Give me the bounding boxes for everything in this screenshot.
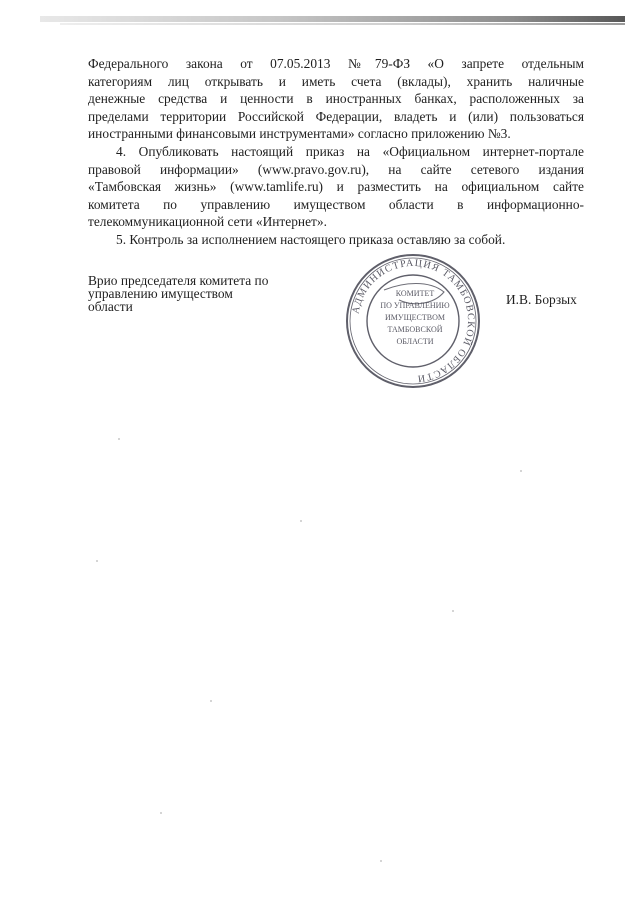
- text-line: комитета по управлению имуществом области в информационно-: [88, 196, 584, 212]
- paragraph-4: [88, 143, 584, 231]
- text-line: денежные средства и ценности в иностранных банках, расположенных за: [88, 91, 584, 107]
- paragraph-5: [88, 231, 584, 249]
- scan-edge-shadow-secondary: [60, 23, 625, 25]
- official-seal: [344, 252, 482, 390]
- signature-position-line: Врио председателя комитета по: [88, 273, 269, 288]
- text-line: «Тамбовская жизнь» (www.tamlife.ru) и разместить на официальном сайте: [88, 179, 584, 195]
- seal-outer-text: АДМИНИСТРАЦИЯ ТАМБОВСКОЙ ОБЛАСТИ: [350, 257, 477, 384]
- text-line: 4. Опубликовать настоящий приказ на «Официальном интернет-портале: [116, 143, 584, 159]
- seal-inner-line: ОБЛАСТИ: [396, 337, 434, 346]
- text-line: телекоммуникационной сети «Интернет».: [88, 214, 327, 230]
- paragraph-3-continuation: [88, 55, 584, 143]
- text-line: правовой информации» (www.pravo.gov.ru), на сайте сетевого издания: [88, 161, 584, 177]
- seal-inner-line: ТАМБОВСКОЙ: [387, 325, 443, 334]
- text-line: 5. Контроль за исполнением настоящего приказа оставляю за собой.: [116, 231, 506, 247]
- signature-position-line: области: [88, 299, 133, 315]
- seal-inner-line: КОМИТЕТ: [395, 289, 435, 298]
- scan-edge-shadow: [40, 16, 625, 22]
- text-line: Федерального закона от 07.05.2013 №79-ФЗ «О запрете отдельным: [88, 56, 584, 71]
- signature-position: [88, 274, 268, 314]
- signature-position-line: управлению имуществом: [88, 286, 233, 302]
- document-body: [88, 55, 584, 249]
- text-line: иностранными финансовыми инструментами» согласно приложению №3.: [88, 126, 511, 142]
- text-line: пределами территории Российской Федерации, владеть и (или) пользоваться: [88, 108, 584, 124]
- seal-inner-line: ИМУЩЕСТВОМ: [385, 313, 445, 322]
- text-line: категориям лиц открывать и иметь счета (вклады), хранить наличные: [88, 73, 584, 89]
- seal-inner-line: ПО УПРАВЛЕНИЮ: [380, 301, 450, 310]
- signer-name: И.В. Борзых: [506, 292, 577, 307]
